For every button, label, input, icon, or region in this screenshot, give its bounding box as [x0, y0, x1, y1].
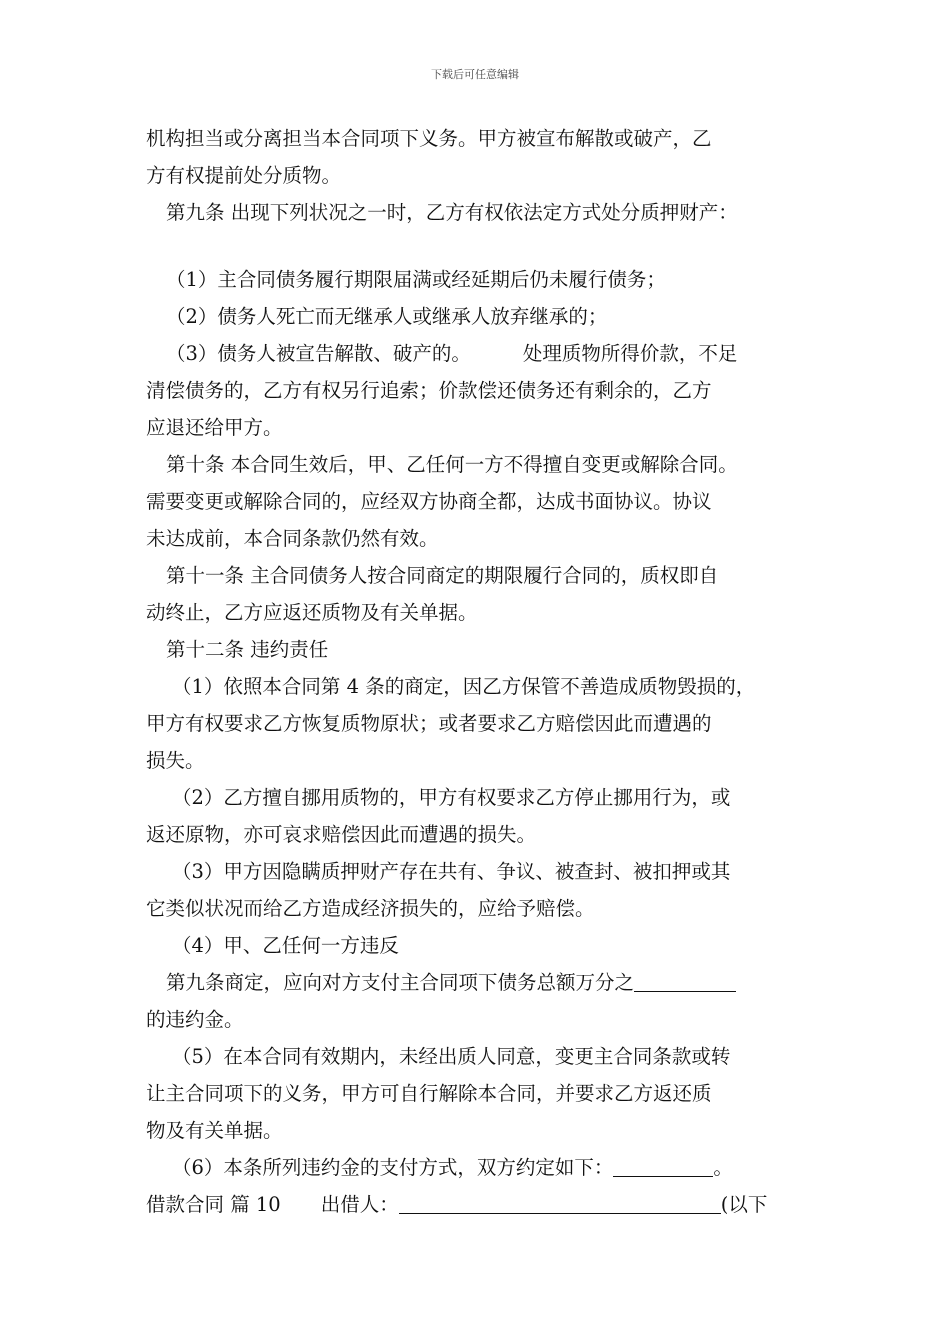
text-line — [146, 1186, 811, 1223]
text-line: （1）依照本合同第 4 条的商定，因乙方保管不善造成质物毁损的， — [172, 675, 756, 698]
text-line: （5）在本合同有效期内，未经出质人同意，变更主合同条款或转 — [172, 1045, 731, 1068]
article-12-heading: 第十二条 违约责任 — [166, 638, 329, 661]
text-line: 清偿债务的，乙方有权另行追索；价款偿还债务还有剩余的，乙方 — [146, 379, 712, 402]
text-line: 机构担当或分离担当本合同项下义务。甲方被宣布解散或破产，乙 — [146, 127, 712, 150]
text-line: （1）主合同债务履行期限届满或经延期后仍未履行债务； — [166, 268, 666, 291]
text-line: 物及有关单据。 — [146, 1119, 283, 1142]
text-line: 未达成前，本合同条款仍然有效。 — [146, 527, 439, 550]
fill-in-blank[interactable] — [613, 1154, 713, 1177]
text-line: 的违约金。 — [146, 1008, 244, 1031]
text-line — [146, 335, 811, 372]
fill-in-blank[interactable] — [634, 969, 736, 992]
text-line: 动终止，乙方应返还质物及有关单据。 — [146, 601, 478, 624]
text-segment: （6）本条所列违约金的支付方式，双方约定如下： — [172, 1156, 614, 1179]
text-line: （4）甲、乙任何一方违反 — [172, 934, 399, 957]
article-9-heading: 第九条 出现下列状况之一时，乙方有权依法定方式处分质押财产： — [166, 201, 738, 224]
page-header: 下载后可任意编辑 — [431, 68, 519, 81]
text-line: 需要变更或解除合同的，应经双方协商全都，达成书面协议。协议 — [146, 490, 712, 513]
text-line: 应退还给甲方。 — [146, 416, 283, 439]
contract-title: 借款合同 篇 10 — [146, 1193, 281, 1216]
text-line: （3）甲方因隐瞒质押财产存在共有、争议、被查封、被扣押或其 — [172, 860, 731, 883]
text-line: （2）乙方擅自挪用质物的，甲方有权要求乙方停止挪用行为，或 — [172, 786, 731, 809]
text-line: 返还原物，亦可哀求赔偿因此而遭遇的损失。 — [146, 823, 537, 846]
article-10-heading: 第十条 本合同生效后，甲、乙任何一方不得擅自变更或解除合同。 — [166, 453, 738, 476]
text-segment: 处理质物所得价款，不足 — [522, 342, 738, 365]
text-line — [146, 1149, 811, 1186]
text-segment: 第九条商定，应向对方支付主合同项下债务总额万分之 — [166, 971, 635, 994]
blank-gap — [146, 231, 811, 261]
lender-label: 出借人： — [320, 1193, 399, 1216]
article-11-heading: 第十一条 主合同债务人按合同商定的期限履行合同的，质权即自 — [166, 564, 719, 587]
text-segment: (以下 — [720, 1193, 768, 1216]
text-line: 甲方有权要求乙方恢复质物原状；或者要求乙方赔偿因此而遭遇的 — [146, 712, 712, 735]
document-body — [146, 120, 811, 1223]
text-line: 损失。 — [146, 749, 205, 772]
lender-name-blank[interactable] — [399, 1191, 721, 1214]
text-segment: 。 — [713, 1156, 733, 1179]
text-line: （2）债务人死亡而无继承人或继承人放弃继承的； — [166, 305, 608, 328]
text-line: 让主合同项下的义务，甲方可自行解除本合同，并要求乙方返还质 — [146, 1082, 712, 1105]
text-line: 它类似状况而给乙方造成经济损失的，应给予赔偿。 — [146, 897, 595, 920]
text-line: 方有权提前处分质物。 — [146, 164, 342, 187]
text-line — [146, 964, 811, 1001]
text-segment: （3）债务人被宣告解散、破产的。 — [166, 342, 471, 365]
